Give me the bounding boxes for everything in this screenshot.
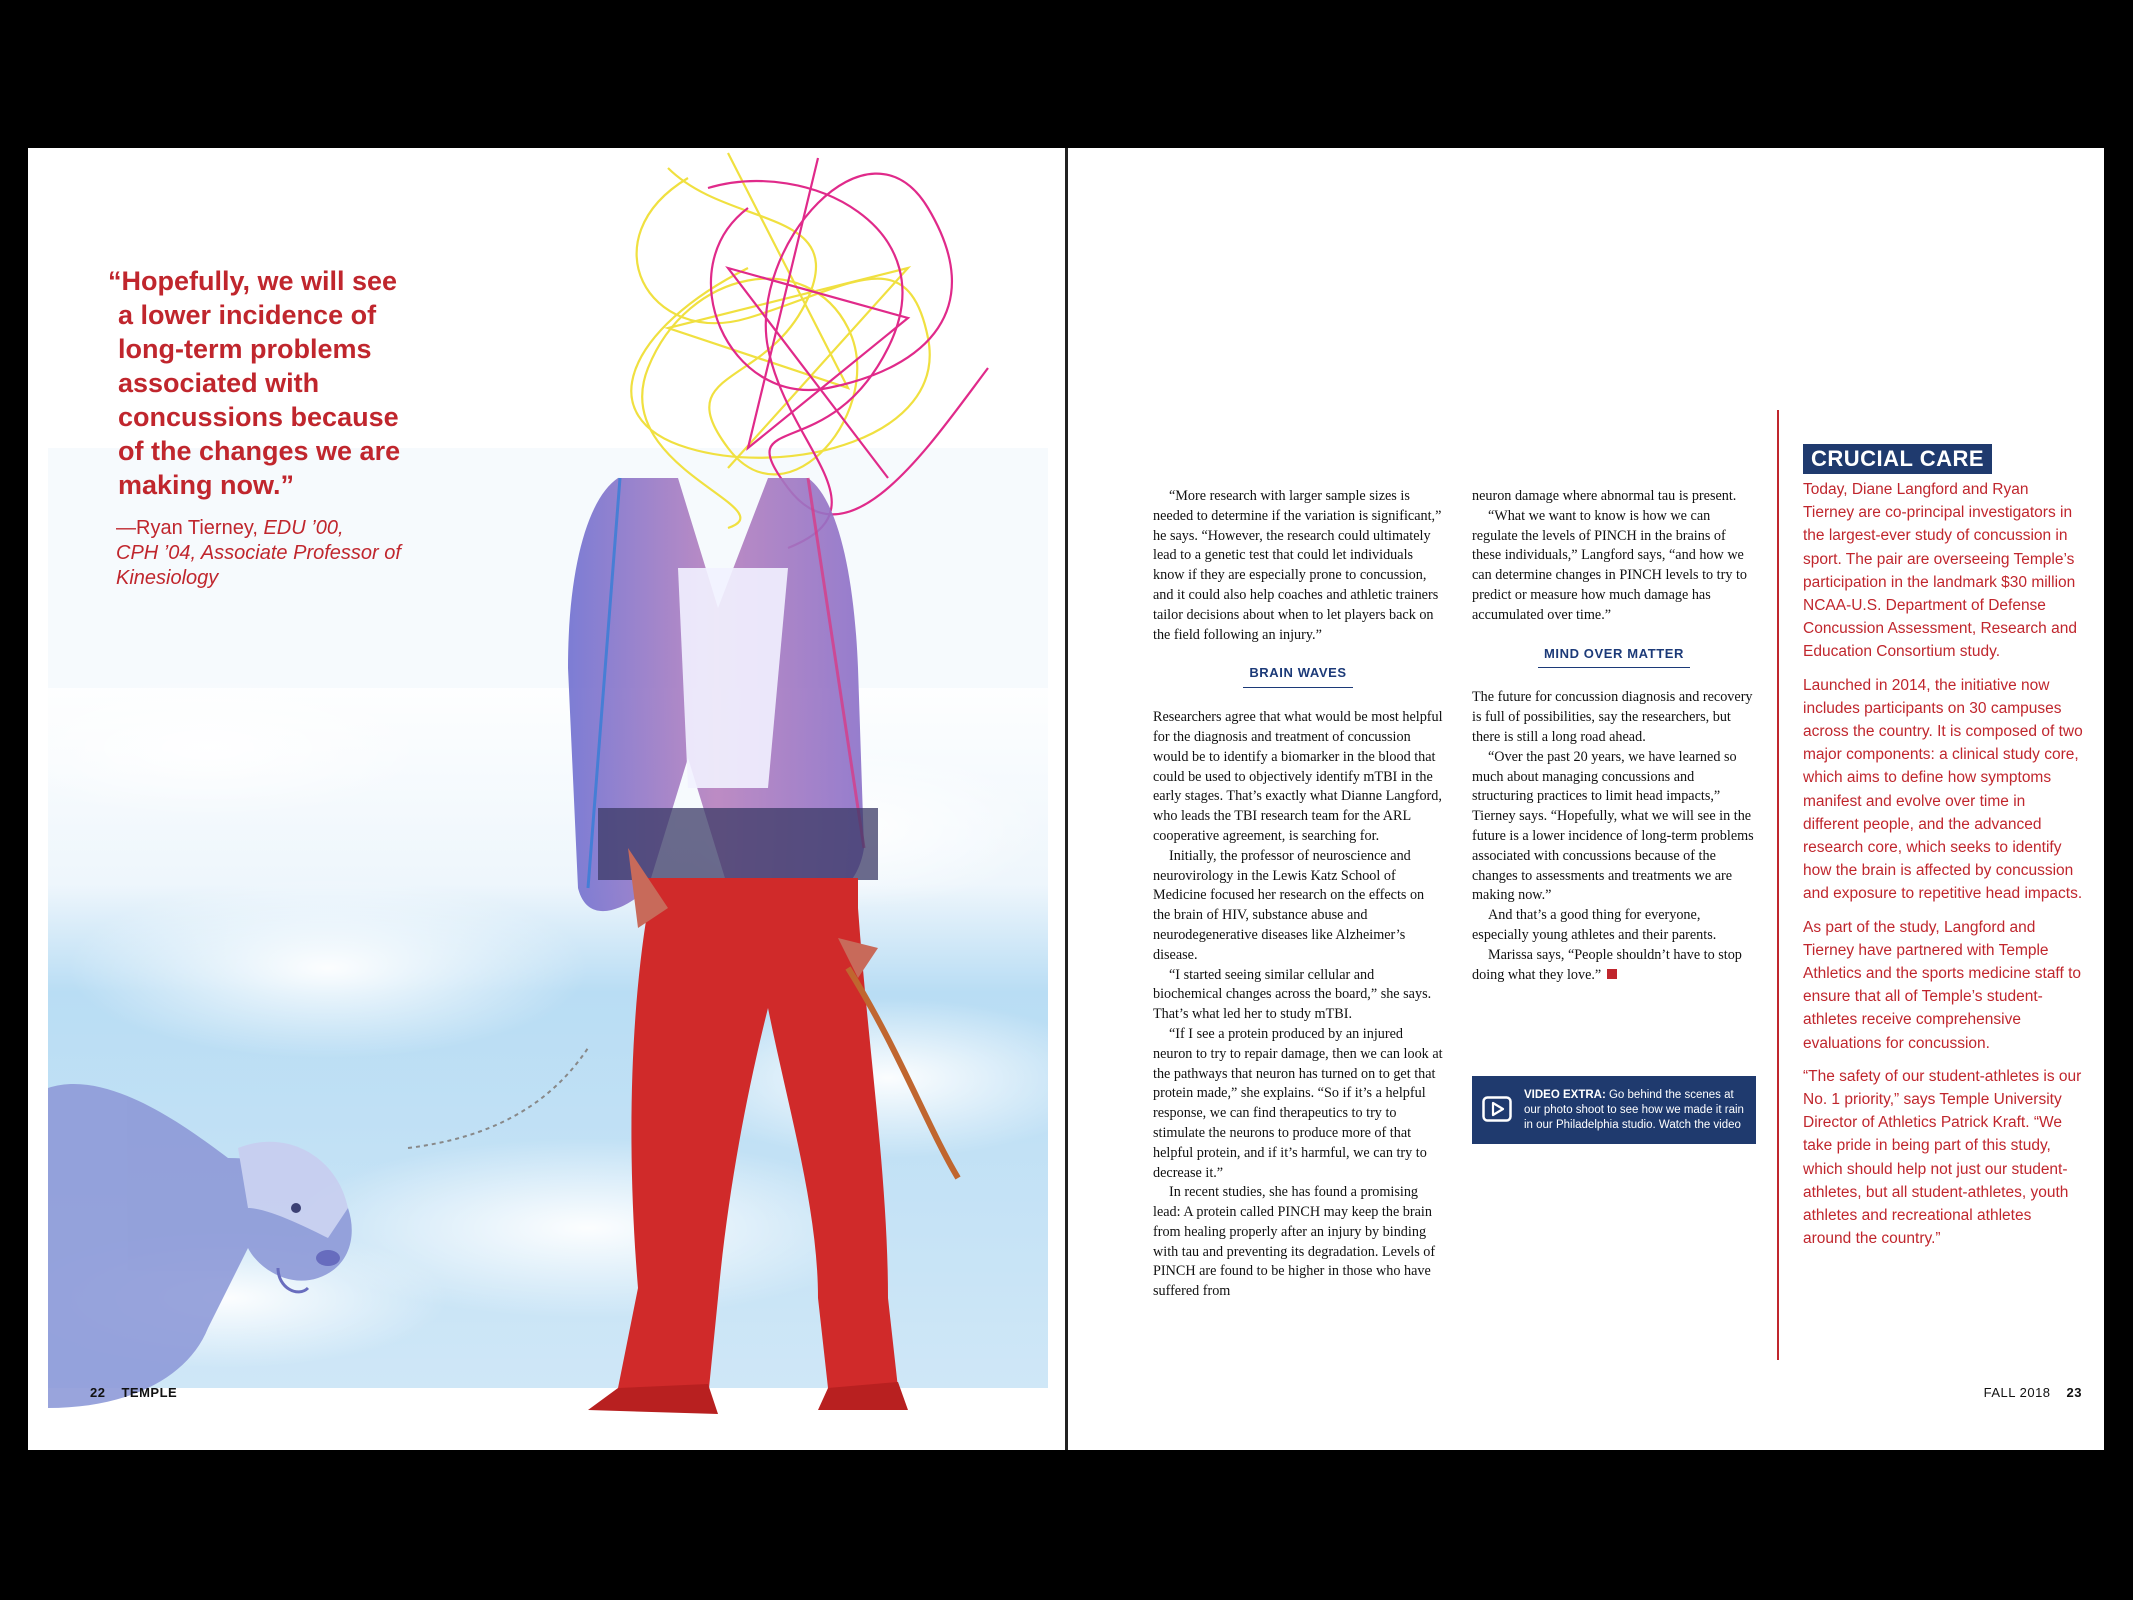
- sidebar-paragraph: Launched in 2014, the initiative now includes participants on 30 campuses across the country. It is composed of two major components: a clinical study core, which aims to define how symptoms manifest and evolve over time in different people, and the advanced research core, which seeks to identify how the brain is affected by concussion and exposure to repetitive head impacts.: [1803, 676, 2083, 903]
- body-paragraph: Researchers agree that what would be most helpful for the diagnosis and treatment of concussion would be to identify a biomarker in the blood that could be used to objectively identify mTBI in the early stages. That’s exactly what Dianne Langford, who leads the TBI research team for the ARL cooperative agreement, is searching for.: [1153, 709, 1443, 844]
- play-icon: [1482, 1096, 1512, 1122]
- body-paragraph: “More research with larger sample sizes is needed to determine if the variation is significant,” he says. “However, the research could ultimately lead to a genetic test that could let individuals know if they are especially prone to concussion, and it could also help coaches and athletic trainers tailor decisions about when to let players back on the field following an injury.”: [1153, 488, 1442, 643]
- page-number: 22: [90, 1385, 106, 1400]
- body-paragraph: neuron damage where abnormal tau is present.: [1472, 488, 1737, 504]
- video-extra-link[interactable]: [1472, 1076, 1756, 1144]
- video-extra-label: VIDEO EXTRA:: [1524, 1089, 1606, 1101]
- pull-quote-line: a lower incidence of: [118, 300, 377, 330]
- pull-quote: [108, 264, 448, 502]
- magazine-spread: [28, 148, 2104, 1450]
- end-mark-icon: [1607, 969, 1617, 979]
- subhead-mind-over-matter: MIND OVER MATTER: [1472, 644, 1756, 669]
- sidebar-rule: [1777, 410, 1779, 1360]
- body-paragraph: “I started seeing similar cellular and biochemical changes across the board,” she says. That’s what led her to study mTBI.: [1153, 966, 1432, 1023]
- article-column-2: [1472, 487, 1756, 985]
- quote-attribution: [116, 516, 446, 591]
- attribution-name: —Ryan Tierney,: [116, 517, 264, 539]
- folio-left: [90, 1385, 177, 1400]
- right-page: [1068, 148, 2104, 1450]
- sidebar-crucial-care: [1803, 444, 2083, 1261]
- video-extra-text: [1524, 1088, 1750, 1133]
- pull-quote-line: concussions because: [118, 402, 399, 432]
- issue-date: FALL 2018: [1983, 1385, 2051, 1400]
- pull-quote-line: of the changes we are: [118, 436, 401, 466]
- body-paragraph: And that’s a good thing for everyone, especially young athletes and their parents.: [1472, 907, 1717, 943]
- body-paragraph: In recent studies, she has found a promising lead: A protein called PINCH may keep the brain from healing properly after an injury by binding with tau and preventing its degradation. Levels of PINCH are found to be higher in those who have suffered from: [1153, 1184, 1436, 1300]
- page-number: 23: [2066, 1385, 2082, 1400]
- pull-quote-line: “Hopefully, we will see: [108, 266, 398, 296]
- subhead-brain-waves: BRAIN WAVES: [1153, 663, 1443, 688]
- pull-quote-line: associated with: [118, 368, 320, 398]
- body-paragraph: The future for concussion diagnosis and recovery is full of possibilities, say the researchers, but there is still a long road ahead.: [1472, 689, 1753, 745]
- attribution-credentials: CPH ’04, Associate Professor of: [116, 542, 401, 564]
- body-paragraph: Initially, the professor of neuroscience and neurovirology in the Lewis Katz School of Medicine focused her research on the effects on the brain of HIV, substance abuse and neurodegenerative diseases like Alzheimer’s disease.: [1153, 847, 1425, 963]
- article-column-1: [1153, 487, 1443, 1302]
- sidebar-paragraph: As part of the study, Langford and Tierney have partnered with Temple Athletics and the sports medicine staff to ensure that all of Temple’s student-athletes receive comprehensive evaluations for concussion.: [1803, 918, 2082, 1052]
- folio-right: [1984, 1385, 2082, 1400]
- sidebar-heading: CRUCIAL CARE: [1803, 444, 1992, 474]
- magazine-name: TEMPLE: [121, 1385, 178, 1400]
- body-paragraph: “What we want to know is how we can regulate the levels of PINCH in the brains of these individuals,” Langford says, “and how we can determine changes in PINCH levels to try to predict or measure how much damage has accumulated over time.”: [1472, 507, 1748, 623]
- video-extra-description: Go behind the scenes at our photo shoot to see how we made it rain in our Philadelphia studio. Watch the video: [1524, 1089, 1744, 1131]
- body-paragraph: “If I see a protein produced by an injured neuron to try to repair damage, then we can look at the pathways that neuron has turned on to get that protein made,” she explains. “So if it’s a helpful response, we can find therapeutics to try to stimulate the neurons to produce more of that helpful protein, and if it’s harmful, we can try to decrease it.”: [1153, 1025, 1443, 1181]
- attribution-credentials: EDU ’00,: [263, 517, 344, 539]
- attribution-credentials: Kinesiology: [116, 567, 219, 589]
- closing-sentence: Marissa says, “People shouldn’t have to stop doing what they love.”: [1472, 946, 1742, 983]
- left-page: [28, 148, 1066, 1450]
- sidebar-paragraph: “The safety of our student-athletes is our No. 1 priority,” says Temple University Director of Athletics Patrick Kraft. “We take pride in being part of this study, which should help not just our student-athletes, but all student-athletes, youth athletes and recreational athletes around the country.”: [1803, 1067, 2082, 1248]
- pull-quote-line: making now.”: [118, 470, 295, 500]
- pull-quote-line: long-term problems: [118, 334, 372, 364]
- body-paragraph: “Over the past 20 years, we have learned so much about managing concussions and structuring practices to limit head impacts,” Tierney says. “Hopefully, what we will see in the future is a lower incidence of long-term problems associated with concussions because of the changes to assessments and treatments we are making now.”: [1472, 748, 1754, 904]
- sidebar-paragraph: Today, Diane Langford and Ryan Tierney are co-principal investigators in the largest-ever study of concussion in sport. The pair are overseeing Temple’s participation in the landmark $30 million NCAA-U.S. Department of Defense Concussion Assessment, Research and Education Consortium study.: [1803, 481, 2077, 661]
- body-paragraph: [1472, 946, 1756, 986]
